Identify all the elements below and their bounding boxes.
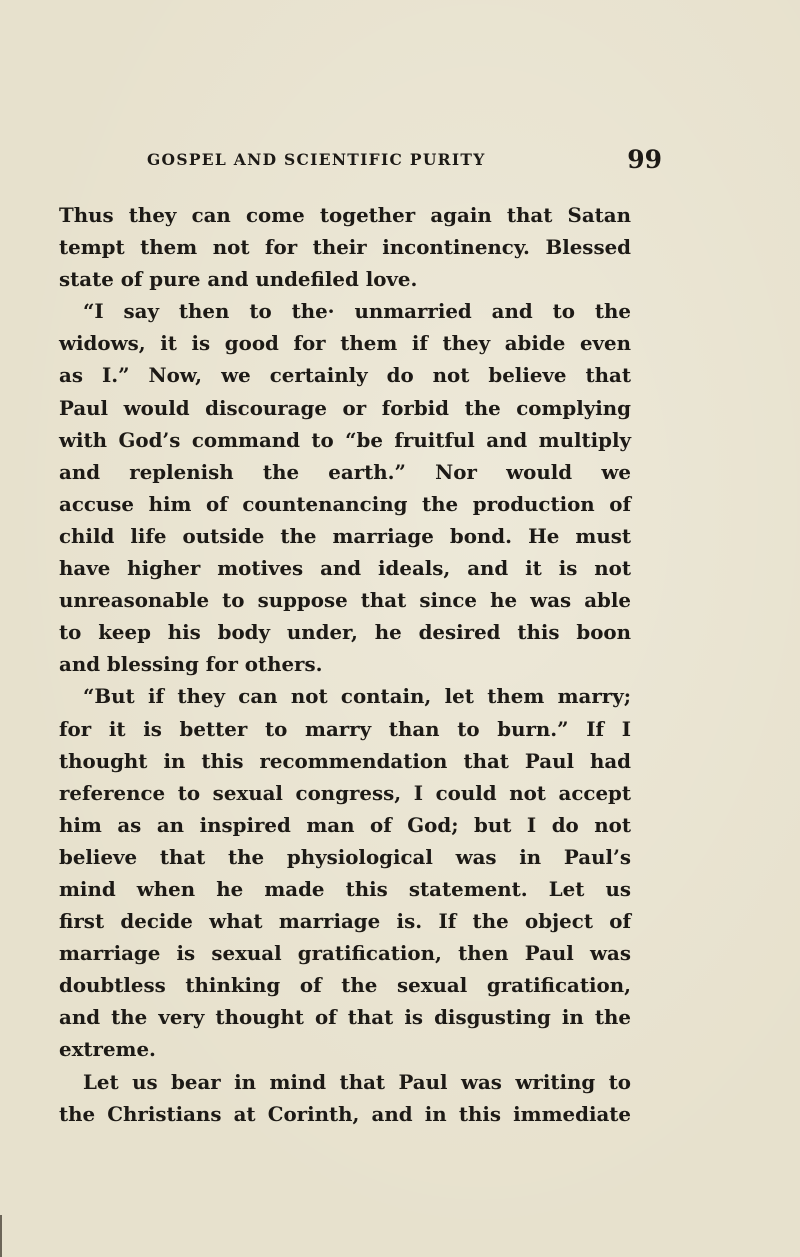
running-head bbox=[147, 145, 662, 178]
text-line: state of pure and undefiled love. bbox=[59, 267, 418, 292]
text-line: unreasonable to suppose that since he was able bbox=[59, 588, 631, 613]
text-line: accuse him of countenancing the production of bbox=[59, 491, 631, 516]
text-line: mind when he made this statement. Let us bbox=[59, 876, 631, 901]
page-edge-shadow bbox=[0, 1215, 2, 1257]
page-number: 99 bbox=[627, 145, 662, 174]
text-line: have higher motives and ideals, and it is not bbox=[59, 556, 631, 581]
running-title: GOSPEL AND SCIENTIFIC PURITY bbox=[147, 150, 486, 169]
text-line: doubtless thinking of the sexual gratification, bbox=[59, 973, 631, 998]
text-line: believe that the physiological was in Paul’s bbox=[59, 844, 631, 869]
text-line: tempt them not for their incontinency. Blessed bbox=[59, 235, 631, 260]
text-line: and blessing for others. bbox=[59, 652, 323, 677]
text-line: “But if they can not contain, let them marry; bbox=[83, 684, 631, 709]
text-line: “I say then to the· unmarried and to the bbox=[83, 299, 631, 324]
text-line: to keep his body under, he desired this boon bbox=[59, 620, 631, 645]
text-line: child life outside the marriage bond. He must bbox=[59, 523, 631, 548]
text-line: him as an inspired man of God; but I do not bbox=[59, 812, 631, 837]
text-line: and the very thought of that is disgusting in the bbox=[59, 1005, 631, 1030]
text-line: widows, it is good for them if they abide even bbox=[59, 331, 631, 356]
body-text bbox=[59, 199, 631, 1130]
text-line: thought in this recommendation that Paul had bbox=[59, 748, 631, 773]
text-line: as I.” Now, we certainly do not believe that bbox=[59, 363, 631, 388]
text-line: extreme. bbox=[59, 1037, 156, 1062]
text-line: first decide what marriage is. If the object of bbox=[59, 909, 631, 934]
text-line: with God’s command to “be fruitful and multiply bbox=[59, 427, 631, 452]
text-line: and replenish the earth.” Nor would we bbox=[59, 459, 631, 484]
text-line: Let us bear in mind that Paul was writing to bbox=[83, 1069, 631, 1094]
text-line: the Christians at Corinth, and in this immediate bbox=[59, 1101, 631, 1126]
text-line: Thus they can come together again that Satan bbox=[59, 203, 631, 227]
text-line: marriage is sexual gratification, then Paul was bbox=[59, 941, 631, 966]
text-line: Paul would discourage or forbid the complying bbox=[59, 395, 631, 420]
text-line: for it is better to marry than to burn.” If I bbox=[59, 716, 631, 741]
text-line: reference to sexual congress, I could not accept bbox=[59, 780, 631, 805]
